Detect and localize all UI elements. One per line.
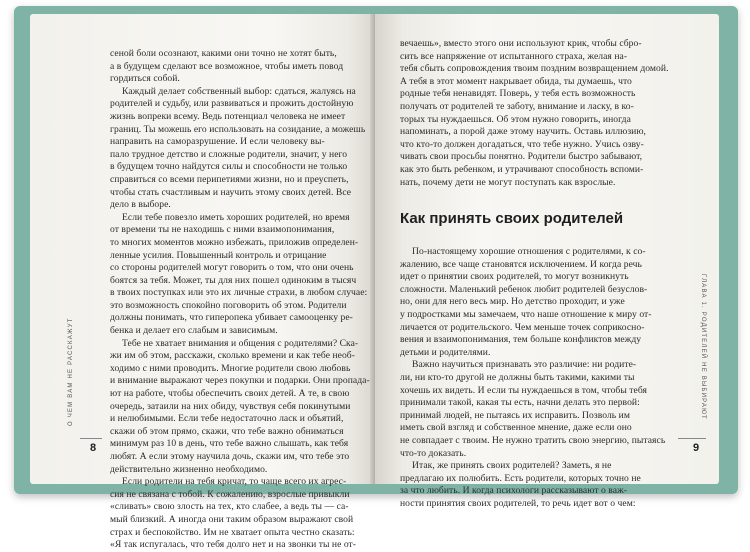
right-page-text-bottom <box>400 246 666 510</box>
left-page-line: Каждый делает собственный выбор: сдаться, жалуясь на <box>122 85 356 97</box>
left-page-line: дело в выборе. <box>110 199 171 211</box>
left-page-line: справиться со всеми перипетиями жизни, но и преуспеть, <box>110 173 349 185</box>
right-page-bottom-line: хочешь их видеть. И если ты нуждаешься в том, чтобы тебя <box>400 384 648 396</box>
left-page-number-rule <box>80 438 102 439</box>
left-page-line: жи им об этом, расскажи, сколько времени и как тебе необ- <box>110 350 355 362</box>
right-page-top-line: получать от родителей те заботу, внимание и ласку, в ко- <box>400 100 634 112</box>
left-page-line: любят. А если этому научила дочь, скажи им, что тебе это <box>110 451 350 462</box>
right-page-bottom-line: что-то доказать. <box>400 447 467 459</box>
right-page-bottom-line: принимай людей, не пытаясь их исправить. Позволь им <box>400 409 630 421</box>
left-page-line: и нелюбимыми. Если тебе недостаточно ласк и объятий, <box>110 413 344 425</box>
right-page-top-line: чивать свои просьбы понятно. Родители быстро забывают, <box>400 151 643 163</box>
left-page-line: ют на работе, чтобы обеспечить своих детей. А те, в свою <box>110 388 350 400</box>
right-page-bottom-line: Итак, же принять своих родителей? Заметь, я не <box>412 460 612 472</box>
right-page-text-top <box>400 38 669 189</box>
left-page-line: это возможность спокойно поговорить об этом. Родители <box>110 299 347 311</box>
right-page-bottom-line: предлагаю их полюбить. Есть родители, которых точно не <box>400 472 641 484</box>
right-page-top-line: вечаешь», вместо этого они используют крик, чтобы сбро- <box>400 38 642 49</box>
left-page-line: Если тебе повезло иметь хороших родителей, но время <box>122 211 350 223</box>
left-page-line: границ. Ты можешь его использовать на созидание, а можешь <box>110 123 366 135</box>
right-page-top-line: что кто-то должен догадаться, что тебе нужно. Учись озву- <box>400 138 644 150</box>
right-page-bottom-line: вения и взаимопонимания, тем больше конфликтов между <box>400 334 642 346</box>
right-page-bottom-line: за что любить. И когда психологи рассказывают о важ- <box>400 485 627 497</box>
right-page-top-line: сить все напряжение от испытанного страха, желая на- <box>400 50 628 62</box>
right-page-top-line: А тебя в этот момент накрывает обида, ты думаешь, что <box>400 75 632 87</box>
left-page-line: то многих моментов можно избежать, приложив определен- <box>110 236 359 248</box>
left-page-line: скажи об этом прямо, скажи, что тебе важно обниматься <box>110 425 344 437</box>
left-page-line: «Я так испугалась, что тебя долго нет и на звонки ты не от- <box>110 539 357 551</box>
right-page-top-line: торых ты нуждаешься. Об этом нужно говорить, иногда <box>400 113 631 125</box>
left-page-line: родителей и судьбу, или развиваться и прожить достойную <box>110 98 354 110</box>
right-page-bottom-line: у подростками мы замечаем, что наше отношение к миру от- <box>400 308 652 320</box>
left-page-line: в будущем точно найдутся силы и способности не только <box>110 161 348 173</box>
left-page-line: боятся за тебя. Может, ты для них пошел одиноким в тысяч <box>110 274 357 286</box>
left-page-line: а в будущем сделают все возможное, чтобы иметь повод <box>110 60 344 72</box>
left-page-line: в твоих поступках или это их личные страхи, в любом случае: <box>110 287 368 299</box>
left-page-line: сия не связана с тобой. К сожалению, взрослые привыкли <box>110 488 350 500</box>
left-page-line: от времени ты не находишь с ними взаимопонимания, <box>110 224 335 236</box>
left-running-head: О ЧЕМ ВАМ НЕ РАССКАЖУТ <box>68 317 74 426</box>
right-page-bottom-line: личается от родительского. Чем меньше точек соприкосно- <box>400 321 645 333</box>
right-page-bottom-line: но, они для него весь мир. Но детство проходит, и уже <box>400 296 625 308</box>
right-page-bottom-line: ности принятия своих родителей, то речь идет вот о чем: <box>400 497 636 509</box>
left-page-number: 8 <box>90 442 97 454</box>
left-page-line: страх и беспокойство. Им не хватает опыта честно сказать: <box>110 526 355 538</box>
left-page-line: «сливать» свою злость на тех, кто слабее, а ведь ты — са- <box>110 501 349 513</box>
left-page-line: ленные усилия. Повышенный контроль и отрицание <box>110 249 327 261</box>
right-page-top-line: тебя сбыть сопровождения твоим поздним возвращением домой. <box>400 63 669 75</box>
left-page-line: очередь, затаили на них обиду, чувствуя себя покинутыми <box>110 400 351 412</box>
left-page-line: минимум раз 10 в день, что тебе важно слышать, как тебя <box>110 438 349 450</box>
right-page-top-line: напоминать, а порой даже этому научить. Оставь иллюзию, <box>400 126 647 138</box>
left-page-line: жизнь вопреки всему. Ведь потенциал человека не имеет <box>110 110 346 122</box>
right-page-number-rule <box>678 438 706 439</box>
right-page-bottom-line: жалению, все чаще становятся исключением. И когда речь <box>400 258 642 270</box>
right-page <box>375 14 719 509</box>
right-page-bottom-line: сложности. Маленький ребенок любит родителей безуслов- <box>400 283 648 295</box>
left-page-line: сеной боли осознают, какими они точно не хотят быть, <box>110 48 337 59</box>
left-page-line: со стороны родителей могут говорить о том, что они очень <box>110 262 354 274</box>
right-page-top-line: как это быть ребенком, и утрачивают способность вспоми- <box>400 163 644 175</box>
right-page-bottom-line: детьми и родителями. <box>400 346 491 358</box>
left-page-line: гордиться собой. <box>110 73 180 85</box>
right-page-bottom-line: идет о принятии своих родителей, то могут возникнуть <box>400 271 629 283</box>
section-heading: Как принять своих родителей <box>400 210 624 227</box>
left-page-line: мый близкий. А иногда они таким образом выражают свой <box>110 513 354 525</box>
right-page-bottom-line: Важно научиться признавать это различие: ни родите- <box>412 359 637 371</box>
left-page-line: бенка и делает его слабым и зависимым. <box>110 325 278 337</box>
right-page-top-line: родные тебя ненавидят. Поверь, у тебя есть возможность <box>400 88 636 100</box>
left-page-line: и внимание выражают через покупки и подарки. Они пропада- <box>110 375 370 387</box>
left-page-line: Если родители на тебя кричат, то чаще всего их агрес- <box>122 476 347 488</box>
left-page-text <box>110 48 372 552</box>
right-page-number: 9 <box>693 442 700 454</box>
left-page <box>30 14 375 551</box>
right-page-top-line: нать, почему дети не могут поступать как взрослые. <box>400 176 616 188</box>
right-running-head: ГЛАВА 1. РОДИТЕЛЕЙ НЕ ВЫБИРАЮТ <box>700 274 706 420</box>
right-page-bottom-line: ли, ни кто-то другой не должны быть такими, какими ты <box>400 371 635 383</box>
left-page-line: чтобы стать счастливым и научить этому своих детей. Все <box>110 186 352 198</box>
left-page-line: ходимо с ними проводить. Многие родители свою любовь <box>110 362 351 374</box>
left-page-line: Тебе не хватает внимания и общения с родителями? Ска- <box>122 337 359 349</box>
left-page-line: должны понимать, что гиперопека убивает самооценку ре- <box>110 312 353 324</box>
left-page-line: направить на саморазрушение. И если человеку вы- <box>110 136 325 148</box>
right-page-bottom-line: принимали такой, какая ты есть, начни делать это первой: <box>400 397 640 409</box>
left-page-line: пало трудное детство и сложные родители, значит, у него <box>110 148 348 160</box>
right-page-bottom-line: не совпадает с твоим. Не нужно тратить свою энергию, пытаясь <box>400 434 666 446</box>
right-page-bottom-line: иметь свой взгляд и собственное мнение, даже если оно <box>400 422 632 434</box>
right-page-bottom-line: По-настоящему хорошие отношения с родителями, к со- <box>412 246 646 257</box>
left-page-line: действительно жизненно необходимо. <box>110 463 268 475</box>
